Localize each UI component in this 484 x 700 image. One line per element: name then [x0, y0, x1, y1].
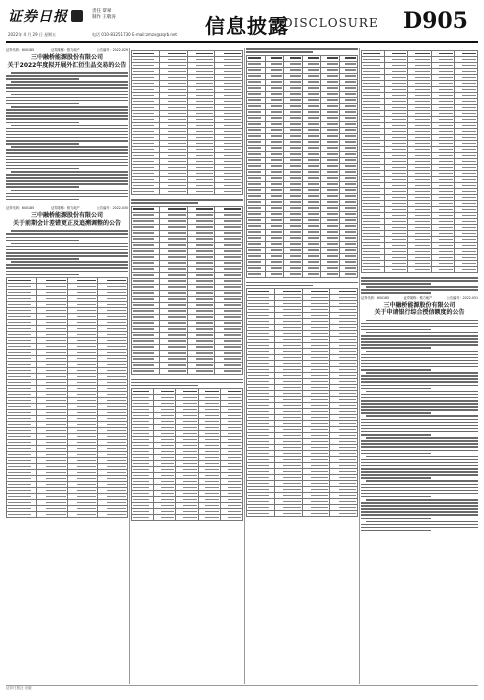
- edition-editor: 责任 覃翠: [92, 9, 112, 14]
- notice-error-correction: [6, 206, 128, 518]
- security-code: 证券代码：600185: [6, 206, 35, 211]
- column-3: [246, 48, 358, 684]
- data-table: [131, 388, 243, 521]
- table-note: [131, 379, 243, 387]
- edition-info: [92, 9, 116, 21]
- notice-number: 公告编号：2022-031: [446, 295, 478, 300]
- table-note: [246, 282, 358, 287]
- notice-title: 三中融桥能源股份有限公司 关于2022年度拟开展外汇衍生品交易的公告: [7, 54, 127, 69]
- contact-line: 电话 010-83251730 E-mail:zmzx@zqrb.net: [92, 32, 177, 37]
- column-divider: [359, 48, 360, 684]
- column-divider: [244, 48, 245, 684]
- newspaper-logo: [8, 5, 88, 27]
- section-title: 信息披露: [205, 14, 289, 38]
- column-1: [6, 48, 128, 684]
- page-number: D905: [402, 8, 468, 34]
- data-table: [131, 50, 243, 195]
- logo-text: 证券日报: [8, 9, 68, 25]
- notice-code-line: [6, 206, 128, 211]
- security-name: 证券简称：格力地产: [51, 48, 80, 52]
- notice-body: [361, 277, 478, 294]
- notice-credit-line: [361, 296, 478, 532]
- data-table: [131, 206, 243, 375]
- masthead-rule: [6, 41, 478, 43]
- notice-body: [6, 230, 128, 275]
- table-note: [131, 199, 243, 204]
- column-4: [361, 48, 478, 684]
- issue-date: 2022年 4 月 29 日 星期五: [8, 32, 57, 37]
- notice-title: 三中融桥能源股份有限公司 关于申请银行综合授信额度的公告: [374, 301, 465, 317]
- notice-number: 公告编号：2022-030: [96, 206, 128, 211]
- notice-number: 公告编号：2022-029: [96, 48, 128, 52]
- section-subtitle: DISCLOSURE: [283, 16, 379, 30]
- notice-fx-derivatives: [6, 48, 128, 200]
- masthead: [0, 0, 484, 46]
- data-table: [361, 50, 478, 273]
- table-caption: [246, 48, 358, 53]
- seal-icon: [71, 10, 83, 22]
- security-name: 证券简称：格力地产: [51, 206, 80, 211]
- notice-body: [361, 320, 478, 532]
- data-table: [246, 55, 358, 278]
- data-table: [6, 277, 128, 518]
- column-divider: [129, 48, 130, 684]
- notice-code-line: [6, 48, 128, 53]
- notice-code-line: [361, 296, 478, 301]
- data-table: [246, 288, 358, 517]
- column-2: [131, 48, 243, 684]
- security-code: 证券代码：600185: [361, 295, 390, 300]
- page-footer: 证券日报社 出版: [6, 685, 478, 694]
- notice-body: [6, 72, 128, 200]
- notice-title: 三中融桥能源股份有限公司 关于前期会计差错更正及追溯调整的公告: [12, 212, 121, 227]
- security-code: 证券代码：600185: [6, 48, 35, 52]
- security-name: 证券简称：格力地产: [403, 295, 433, 300]
- edition-producer: 制作 王敬涛: [92, 15, 116, 20]
